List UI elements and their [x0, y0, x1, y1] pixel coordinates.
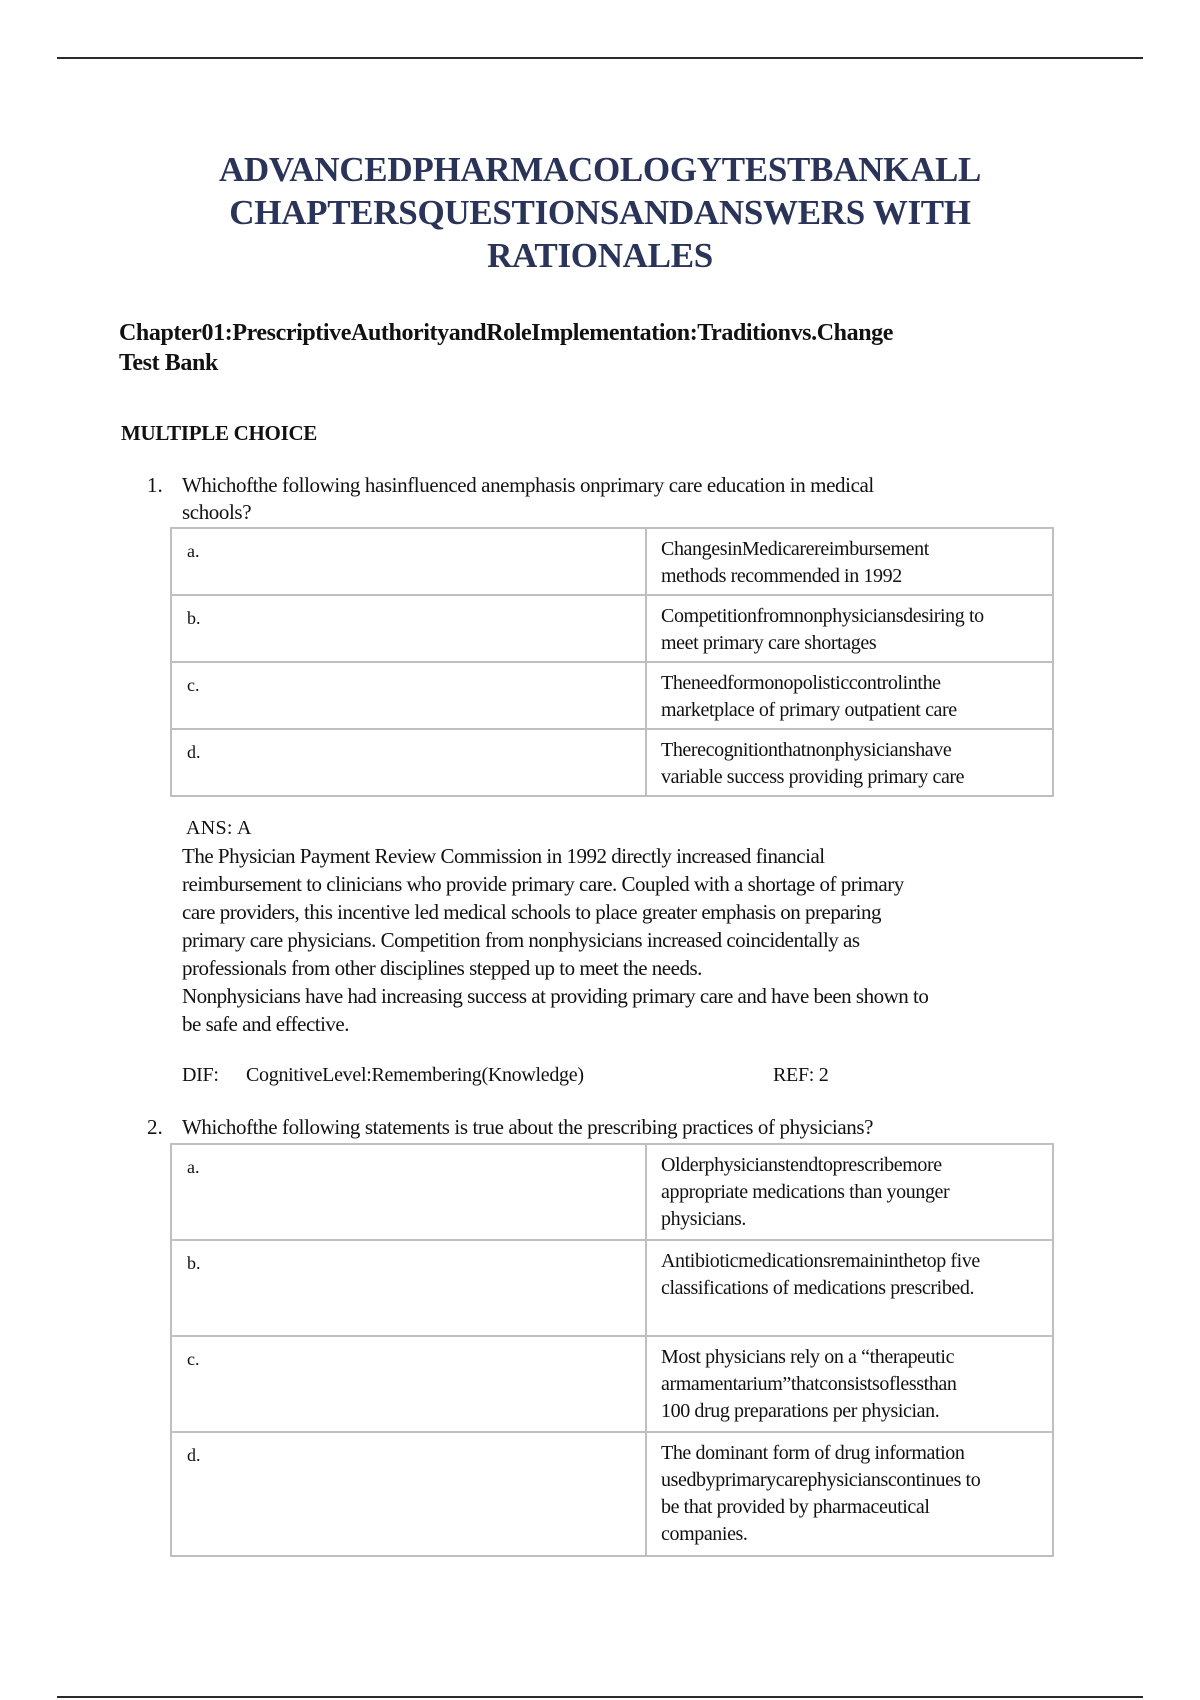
choice-text	[646, 595, 1053, 662]
choice-letter: a.	[171, 528, 646, 595]
rationale	[182, 842, 1062, 1038]
rationale-line: primary care physicians. Competition from nonphysicians increased coincidentally as	[182, 928, 860, 952]
choices-table	[170, 1143, 1054, 1557]
choice-text	[646, 662, 1053, 729]
choice-text-line: be that provided by pharmaceutical	[661, 1496, 930, 1518]
question-stem	[182, 472, 1062, 526]
top-rule	[57, 57, 1143, 59]
chapter-heading-line: Test Bank	[119, 350, 218, 376]
choice-row	[171, 1336, 1053, 1432]
choice-row	[171, 595, 1053, 662]
choice-letter: c.	[171, 1336, 646, 1432]
choice-letter: b.	[171, 595, 646, 662]
difficulty-value: CognitiveLevel:Remembering(Knowledge)	[246, 1064, 584, 1086]
choice-text	[646, 528, 1053, 595]
question-stem-line: schools?	[182, 500, 252, 524]
bottom-rule	[57, 1696, 1143, 1698]
choice-text-line: marketplace of primary outpatient care	[661, 699, 957, 721]
choice-text-line: Most physicians rely on a “therapeutic	[661, 1346, 955, 1368]
document-title	[120, 148, 1080, 277]
question-number: 2.	[147, 1115, 163, 1139]
choice-letter: b.	[171, 1240, 646, 1336]
rationale-line: The Physician Payment Review Commission in 1992 directly increased financial	[182, 844, 825, 868]
choice-row	[171, 729, 1053, 796]
choices-table	[170, 527, 1054, 797]
choice-text	[646, 1336, 1053, 1432]
choice-text-line: Antibioticmedicationsremaininthetop five	[661, 1250, 980, 1272]
choice-letter: d.	[171, 729, 646, 796]
choice-row	[171, 1240, 1053, 1336]
choice-row	[171, 1432, 1053, 1556]
title-line: ADVANCEDPHARMACOLOGYTESTBANKALL	[218, 150, 982, 189]
question-number: 1.	[147, 473, 163, 497]
reference: REF: 2	[773, 1064, 829, 1086]
choice-text-line: usedbyprimarycarephysicianscontinues to	[661, 1469, 981, 1491]
choice-text-line: physicians.	[661, 1208, 747, 1230]
choice-letter: a.	[171, 1144, 646, 1240]
rationale-line: care providers, this incentive led medical schools to place greater emphasis on preparing	[182, 900, 881, 924]
chapter-heading	[119, 318, 1079, 378]
choice-text	[646, 1432, 1053, 1556]
choice-text-line: methods recommended in 1992	[661, 565, 902, 587]
choice-text-line: Therecognitionthatnonphysicianshave	[661, 739, 952, 761]
title-line: RATIONALES	[487, 236, 713, 275]
question-stem-line: Whichofthe following statements is true about the prescribing practices of physicians?	[182, 1115, 874, 1139]
choice-row	[171, 662, 1053, 729]
answer-key: ANS: A	[186, 817, 252, 839]
choice-text-line: armamentarium”thatconsistsoflessthan	[661, 1373, 957, 1395]
choice-text-line: Theneedformonopolisticcontrolinthe	[661, 672, 941, 694]
choice-text-line: companies.	[661, 1523, 748, 1545]
difficulty-label: DIF:	[182, 1064, 219, 1086]
choice-text	[646, 729, 1053, 796]
choice-row	[171, 528, 1053, 595]
choice-text-line: 100 drug preparations per physician.	[661, 1400, 940, 1422]
choice-text-line: The dominant form of drug information	[661, 1442, 965, 1464]
rationale-line: be safe and effective.	[182, 1012, 350, 1036]
title-line: CHAPTERSQUESTIONSANDANSWERS WITH	[229, 193, 971, 232]
choice-letter: c.	[171, 662, 646, 729]
chapter-heading-line: Chapter01:PrescriptiveAuthorityandRoleImplementation:Traditionvs.Change	[119, 320, 894, 346]
choice-text-line: variable success providing primary care	[661, 766, 965, 788]
choice-text-line: classifications of medications prescribed.	[661, 1277, 975, 1299]
choice-text-line: Olderphysicianstendtoprescribemore	[661, 1154, 942, 1176]
question-stem	[182, 1114, 1062, 1141]
rationale-line: Nonphysicians have had increasing success at providing primary care and have been shown to	[182, 984, 929, 1008]
choice-row	[171, 1144, 1053, 1240]
section-heading: MULTIPLE CHOICE	[121, 421, 318, 445]
rationale-line: professionals from other disciplines stepped up to meet the needs.	[182, 956, 702, 980]
choice-text	[646, 1240, 1053, 1336]
choice-text-line: appropriate medications than younger	[661, 1181, 950, 1203]
choice-text-line: meet primary care shortages	[661, 632, 877, 654]
choice-text-line: Competitionfromnonphysiciansdesiring to	[661, 605, 984, 627]
choice-text	[646, 1144, 1053, 1240]
rationale-line: reimbursement to clinicians who provide primary care. Coupled with a shortage of primary	[182, 872, 904, 896]
choice-text-line: ChangesinMedicarereimbursement	[661, 538, 929, 560]
choice-letter: d.	[171, 1432, 646, 1556]
question-stem-line: Whichofthe following hasinfluenced anemphasis onprimary care education in medical	[182, 473, 874, 497]
